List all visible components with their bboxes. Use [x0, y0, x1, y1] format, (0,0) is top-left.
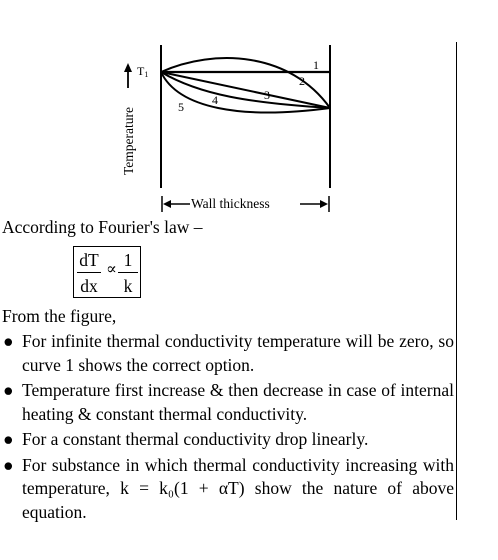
bullet-icon: ●	[3, 429, 14, 449]
list-item: ● For infinite thermal conductivity temperature will be zero, so curve 1 shows the correct option.	[3, 331, 454, 375]
bullet-icon: ●	[3, 454, 14, 475]
t1-label: T1	[137, 64, 149, 79]
temperature-profile-figure	[0, 0, 498, 220]
one-numerator: 1	[118, 249, 138, 273]
curve-label-2: 2	[299, 74, 305, 88]
proportional-symbol: ∝	[106, 259, 117, 278]
observations-list	[0, 330, 454, 526]
curve-label-3: 3	[264, 88, 270, 102]
curve-label-4: 4	[212, 93, 218, 107]
one-over-k-fraction	[118, 249, 138, 297]
dt-numerator: dT	[77, 249, 101, 273]
y-axis-label: Temperature	[121, 106, 136, 175]
left-arrow-icon	[163, 200, 171, 208]
x-axis-label: Wall thickness	[191, 196, 270, 211]
dx-denominator: dx	[80, 276, 98, 296]
from-figure-heading: From the figure,	[2, 306, 117, 326]
right-arrow-icon	[320, 200, 328, 208]
fourier-intro: According to Fourier's law –	[2, 217, 203, 237]
dt-dx-fraction	[77, 249, 101, 297]
curve-label-1: 1	[313, 58, 319, 72]
bullet-icon: ●	[3, 380, 14, 400]
curve-label-5: 5	[178, 100, 184, 114]
list-item: ● For a constant thermal conductivity drop linearly.	[0, 428, 454, 452]
list-item: ● Temperature first increase & then decrease in case of internal heating & constant thermal conductivity.	[3, 380, 454, 424]
up-arrow-head-icon	[124, 63, 132, 72]
bullet-icon: ●	[3, 331, 14, 351]
fourier-formula	[73, 246, 141, 298]
k-denominator: k	[123, 276, 133, 296]
list-item: ● For substance in which thermal conductivity increasing with temperature, k = k₀(1 + αT) show the nature of above equation.	[3, 454, 454, 522]
